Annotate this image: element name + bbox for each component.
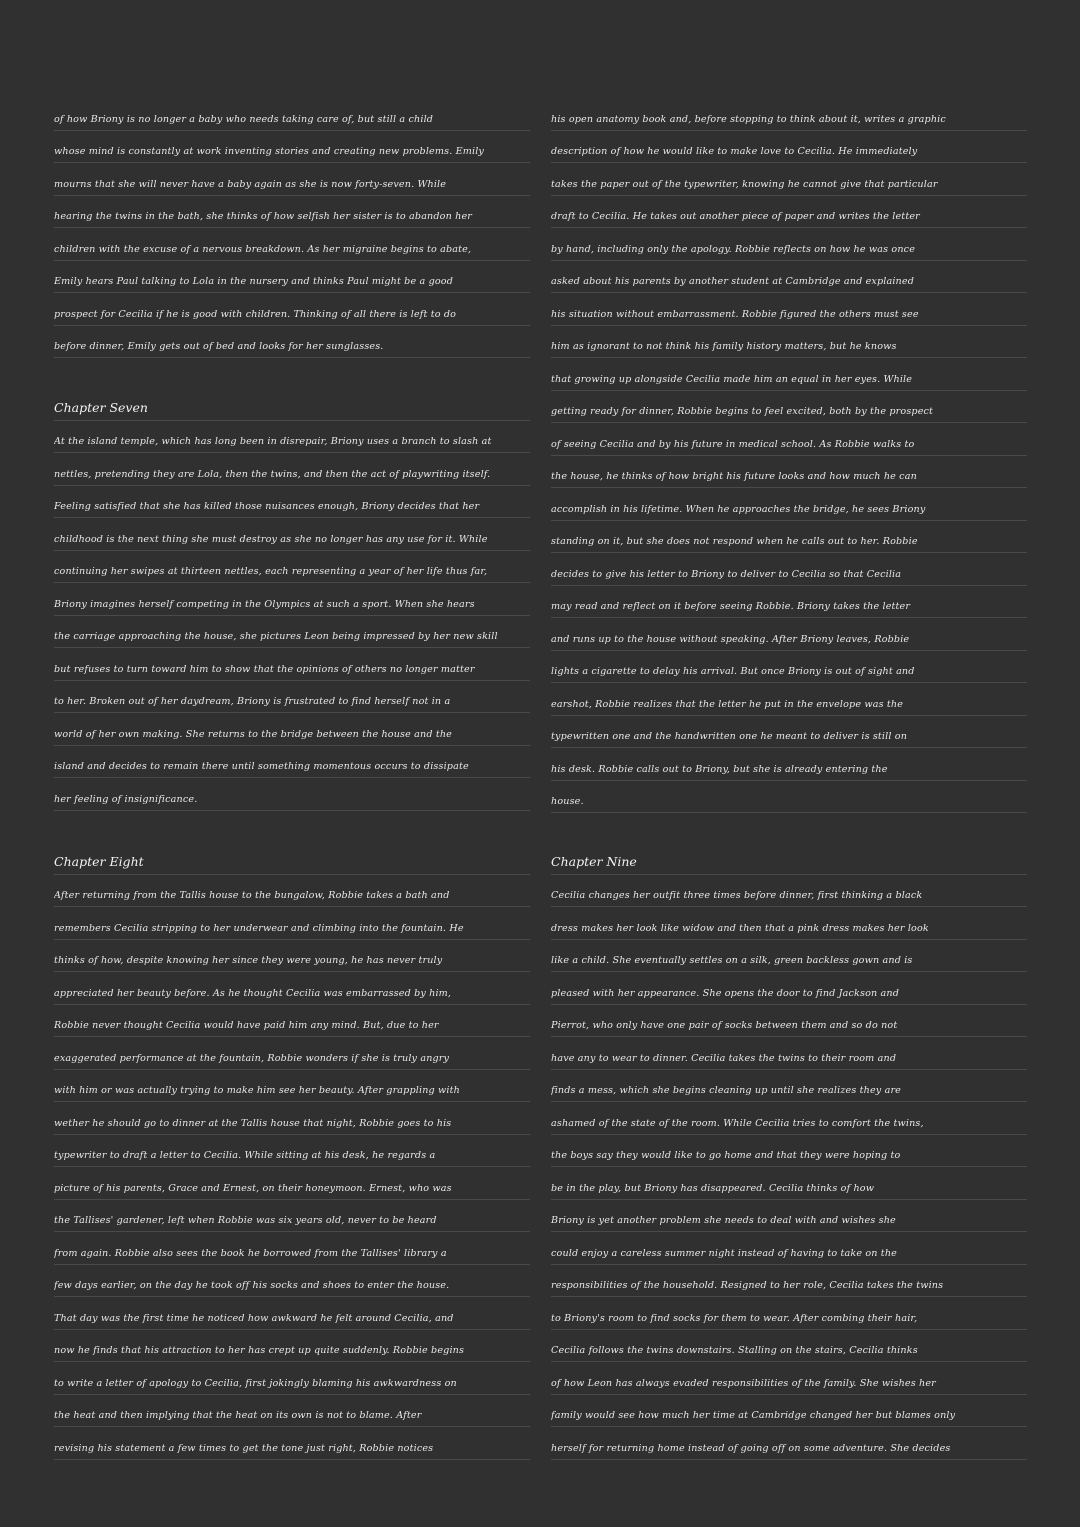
text-line: the carriage approaching the house, she pictures Leon being impressed by her new skill bbox=[54, 616, 530, 649]
text-line: the boys say they would like to go home and that they were hoping to bbox=[551, 1135, 1027, 1168]
text-line: decides to give his letter to Briony to deliver to Cecilia so that Cecilia bbox=[551, 553, 1027, 586]
text-line: the Tallises' gardener, left when Robbie was six years old, never to be heard bbox=[54, 1200, 530, 1233]
text-line: family would see how much her time at Cambridge changed her but blames only bbox=[551, 1395, 1027, 1428]
text-line: draft to Cecilia. He takes out another piece of paper and writes the letter bbox=[551, 196, 1027, 229]
text-line: his desk. Robbie calls out to Briony, but she is already entering the bbox=[551, 748, 1027, 781]
text-line: like a child. She eventually settles on a silk, green backless gown and is bbox=[551, 940, 1027, 973]
text-line: earshot, Robbie realizes that the letter he put in the envelope was the bbox=[551, 683, 1027, 716]
text-line: dress makes her look like widow and then that a pink dress makes her look bbox=[551, 907, 1027, 940]
text-line: but refuses to turn toward him to show that the opinions of others no longer matter bbox=[54, 648, 530, 681]
text-line: of how Briony is no longer a baby who needs taking care of, but still a child bbox=[54, 98, 530, 131]
text-line: childhood is the next thing she must destroy as she no longer has any use for it. While bbox=[54, 518, 530, 551]
text-line: of how Leon has always evaded responsibilities of the family. She wishes her bbox=[551, 1362, 1027, 1395]
text-line: thinks of how, despite knowing her since they were young, he has never truly bbox=[54, 940, 530, 973]
text-line: herself for returning home instead of going off on some adventure. She decides bbox=[551, 1427, 1027, 1460]
chapter-nine-lines bbox=[551, 875, 1027, 1460]
text-line: hearing the twins in the bath, she thinks of how selfish her sister is to abandon her bbox=[54, 196, 530, 229]
text-line: could enjoy a careless summer night instead of having to take on the bbox=[551, 1232, 1027, 1265]
text-line: Briony imagines herself competing in the Olympics at such a sport. When she hears bbox=[54, 583, 530, 616]
text-line: typewritten one and the handwritten one he meant to deliver is still on bbox=[551, 716, 1027, 749]
text-line: children with the excuse of a nervous breakdown. As her migraine begins to abate, bbox=[54, 228, 530, 261]
text-line: whose mind is constantly at work inventing stories and creating new problems. Emily bbox=[54, 131, 530, 164]
text-line: her feeling of insignificance. bbox=[54, 778, 530, 811]
left-intro-section bbox=[54, 98, 530, 358]
text-line: by hand, including only the apology. Robbie reflects on how he was once bbox=[551, 228, 1027, 261]
text-line: may read and reflect on it before seeing Robbie. Briony takes the letter bbox=[551, 586, 1027, 619]
text-line: Pierrot, who only have one pair of socks between them and so do not bbox=[551, 1005, 1027, 1038]
text-line: mourns that she will never have a baby again as she is now forty-seven. While bbox=[54, 163, 530, 196]
right-intro-section bbox=[551, 98, 1027, 813]
text-line: typewriter to draft a letter to Cecilia. While sitting at his desk, he regards a bbox=[54, 1135, 530, 1168]
text-line: of seeing Cecilia and by his future in medical school. As Robbie walks to bbox=[551, 423, 1027, 456]
text-line: Briony is yet another problem she needs to deal with and wishes she bbox=[551, 1200, 1027, 1233]
right-intro-lines bbox=[551, 98, 1027, 813]
text-line: At the island temple, which has long been in disrepair, Briony uses a branch to slash at bbox=[54, 421, 530, 454]
text-line: to write a letter of apology to Cecilia, first jokingly blaming his awkwardness on bbox=[54, 1362, 530, 1395]
text-line: island and decides to remain there until something momentous occurs to dissipate bbox=[54, 746, 530, 779]
chapter-nine-section bbox=[551, 842, 1027, 1460]
text-line: Robbie never thought Cecilia would have paid him any mind. But, due to her bbox=[54, 1005, 530, 1038]
text-line: that growing up alongside Cecilia made him an equal in her eyes. While bbox=[551, 358, 1027, 391]
text-line: asked about his parents by another student at Cambridge and explained bbox=[551, 261, 1027, 294]
text-line: remembers Cecilia stripping to her underwear and climbing into the fountain. He bbox=[54, 907, 530, 940]
text-line: his situation without embarrassment. Robbie figured the others must see bbox=[551, 293, 1027, 326]
text-line: nettles, pretending they are Lola, then the twins, and then the act of playwriting itself. bbox=[54, 453, 530, 486]
text-line: from again. Robbie also sees the book he borrowed from the Tallises' library a bbox=[54, 1232, 530, 1265]
text-line: description of how he would like to make love to Cecilia. He immediately bbox=[551, 131, 1027, 164]
text-line: be in the play, but Briony has disappeared. Cecilia thinks of how bbox=[551, 1167, 1027, 1200]
text-line: have any to wear to dinner. Cecilia takes the twins to their room and bbox=[551, 1037, 1027, 1070]
text-line: prospect for Cecilia if he is good with children. Thinking of all there is left to do bbox=[54, 293, 530, 326]
text-line: his open anatomy book and, before stopping to think about it, writes a graphic bbox=[551, 98, 1027, 131]
text-line: lights a cigarette to delay his arrival. But once Briony is out of sight and bbox=[551, 651, 1027, 684]
text-line: Feeling satisfied that she has killed those nuisances enough, Briony decides that her bbox=[54, 486, 530, 519]
text-line: appreciated her beauty before. As he thought Cecilia was embarrassed by him, bbox=[54, 972, 530, 1005]
text-line: standing on it, but she does not respond when he calls out to her. Robbie bbox=[551, 521, 1027, 554]
text-line: pleased with her appearance. She opens the door to find Jackson and bbox=[551, 972, 1027, 1005]
text-line: continuing her swipes at thirteen nettles, each representing a year of her life thus far, bbox=[54, 551, 530, 584]
text-line: him as ignorant to not think his family history matters, but he knows bbox=[551, 326, 1027, 359]
text-line: world of her own making. She returns to the bridge between the house and the bbox=[54, 713, 530, 746]
text-line: Cecilia follows the twins downstairs. Stalling on the stairs, Cecilia thinks bbox=[551, 1330, 1027, 1363]
text-line: picture of his parents, Grace and Ernest, on their honeymoon. Ernest, who was bbox=[54, 1167, 530, 1200]
chapter-nine-heading: Chapter Nine bbox=[551, 842, 1027, 875]
text-line: and runs up to the house without speaking. After Briony leaves, Robbie bbox=[551, 618, 1027, 651]
text-line: Cecilia changes her outfit three times before dinner, first thinking a black bbox=[551, 875, 1027, 908]
text-line: revising his statement a few times to get the tone just right, Robbie notices bbox=[54, 1427, 530, 1460]
left-intro-lines bbox=[54, 98, 530, 358]
text-line: takes the paper out of the typewriter, knowing he cannot give that particular bbox=[551, 163, 1027, 196]
text-line: getting ready for dinner, Robbie begins to feel excited, both by the prospect bbox=[551, 391, 1027, 424]
text-line: the heat and then implying that the heat on its own is not to blame. After bbox=[54, 1395, 530, 1428]
text-line: the house, he thinks of how bright his future looks and how much he can bbox=[551, 456, 1027, 489]
text-line: After returning from the Tallis house to the bungalow, Robbie takes a bath and bbox=[54, 875, 530, 908]
chapter-seven-section bbox=[54, 388, 530, 811]
text-line: wether he should go to dinner at the Tallis house that night, Robbie goes to his bbox=[54, 1102, 530, 1135]
text-line: ashamed of the state of the room. While Cecilia tries to comfort the twins, bbox=[551, 1102, 1027, 1135]
text-line: before dinner, Emily gets out of bed and looks for her sunglasses. bbox=[54, 326, 530, 359]
text-line: house. bbox=[551, 781, 1027, 814]
text-line: now he finds that his attraction to her has crept up quite suddenly. Robbie begins bbox=[54, 1330, 530, 1363]
chapter-eight-lines bbox=[54, 875, 530, 1460]
text-line: finds a mess, which she begins cleaning up until she realizes they are bbox=[551, 1070, 1027, 1103]
text-line: few days earlier, on the day he took off his socks and shoes to enter the house. bbox=[54, 1265, 530, 1298]
text-line: with him or was actually trying to make him see her beauty. After grappling with bbox=[54, 1070, 530, 1103]
text-line: exaggerated performance at the fountain, Robbie wonders if she is truly angry bbox=[54, 1037, 530, 1070]
chapter-eight-heading: Chapter Eight bbox=[54, 842, 530, 875]
text-line: to her. Broken out of her daydream, Briony is frustrated to find herself not in a bbox=[54, 681, 530, 714]
text-line: Emily hears Paul talking to Lola in the nursery and thinks Paul might be a good bbox=[54, 261, 530, 294]
text-line: accomplish in his lifetime. When he approaches the bridge, he sees Briony bbox=[551, 488, 1027, 521]
text-line: to Briony's room to find socks for them to wear. After combing their hair, bbox=[551, 1297, 1027, 1330]
chapter-seven-heading: Chapter Seven bbox=[54, 388, 530, 421]
chapter-seven-lines bbox=[54, 421, 530, 811]
text-line: That day was the first time he noticed how awkward he felt around Cecilia, and bbox=[54, 1297, 530, 1330]
chapter-eight-section bbox=[54, 842, 530, 1460]
text-line: responsibilities of the household. Resigned to her role, Cecilia takes the twins bbox=[551, 1265, 1027, 1298]
